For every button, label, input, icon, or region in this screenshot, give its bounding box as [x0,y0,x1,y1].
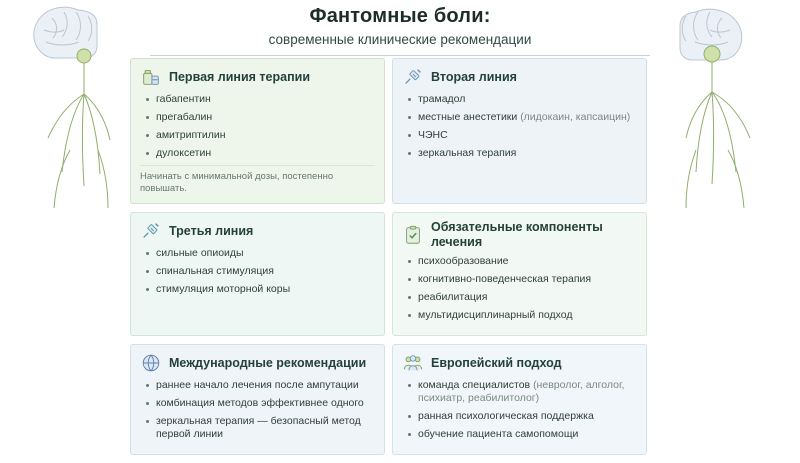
list-item: стимуляция моторной коры [144,283,375,296]
globe-icon [140,352,162,374]
list-item: трамадол [406,93,637,106]
list-item: когнитивно-поведенческая терапия [406,273,637,286]
list-item: амитриптилин [144,129,375,142]
page-subtitle: современные клинические рекомендации [268,32,532,47]
card-title: Обязательные компоненты лечения [431,220,603,249]
list-item: ЧЭНС [406,129,637,142]
card-item-list [402,379,637,441]
list-item: реабилитация [406,291,637,304]
list-item: обучение пациента самопомощи [406,428,637,441]
list-item: психообразование [406,255,637,268]
card-header [140,220,375,242]
list-item: зеркальная терапия — безопасный метод первой линии [144,415,375,441]
list-item: мультидисциплинарный подход [406,309,637,322]
card-second-line [392,58,647,204]
header [0,4,800,56]
brain-nerve-illustration-right [650,0,800,400]
card-title: Первая линия терапии [169,69,311,84]
card-title: Международные рекомендации [169,355,367,370]
card-header [140,66,375,88]
cards-grid [130,58,670,463]
list-item: команда специалистов (невролог, алголог, психиатр, реабилитолог) [406,379,637,405]
list-item: ранная психологическая поддержка [406,410,637,423]
card-item-list [402,93,637,160]
list-item: комбинация методов эффективнее одного [144,397,375,410]
card-header [402,220,637,250]
card-third-line [130,212,385,336]
card-title: Вторая линия [431,69,517,84]
list-item: сильные опиоиды [144,247,375,260]
card-mandatory-components [392,212,647,336]
card-first-line-therapy [130,58,385,204]
list-item: раннее начало лечения после ампутации [144,379,375,392]
team-icon [402,352,424,374]
card-item-list [140,93,375,160]
card-header [140,352,375,374]
syringe-icon [140,220,162,242]
syringe-icon [402,66,424,88]
card-item-list [140,247,375,296]
card-title: Третья линия [169,223,254,238]
list-item: дулоксетин [144,147,375,160]
card-header [402,352,637,374]
page-title: Фантомные боли: [309,5,491,27]
list-item: местные анестетики (лидокаин, капсаицин) [406,111,637,124]
card-header [402,66,637,88]
pill-bottle-icon [140,66,162,88]
card-title: Европейский подход [431,355,562,370]
list-item: спинальная стимуляция [144,265,375,278]
list-item: габапентин [144,93,375,106]
list-item: зеркальная терапия [406,147,637,160]
card-item-list [140,379,375,441]
brain-nerve-illustration-left [0,0,140,400]
card-item-list [402,255,637,322]
list-item: прегабалин [144,111,375,124]
clipboard-check-icon [402,224,424,246]
header-divider [150,55,650,56]
card-note: Начинать с минимальной дозы, постепенно повышать. [140,165,375,195]
